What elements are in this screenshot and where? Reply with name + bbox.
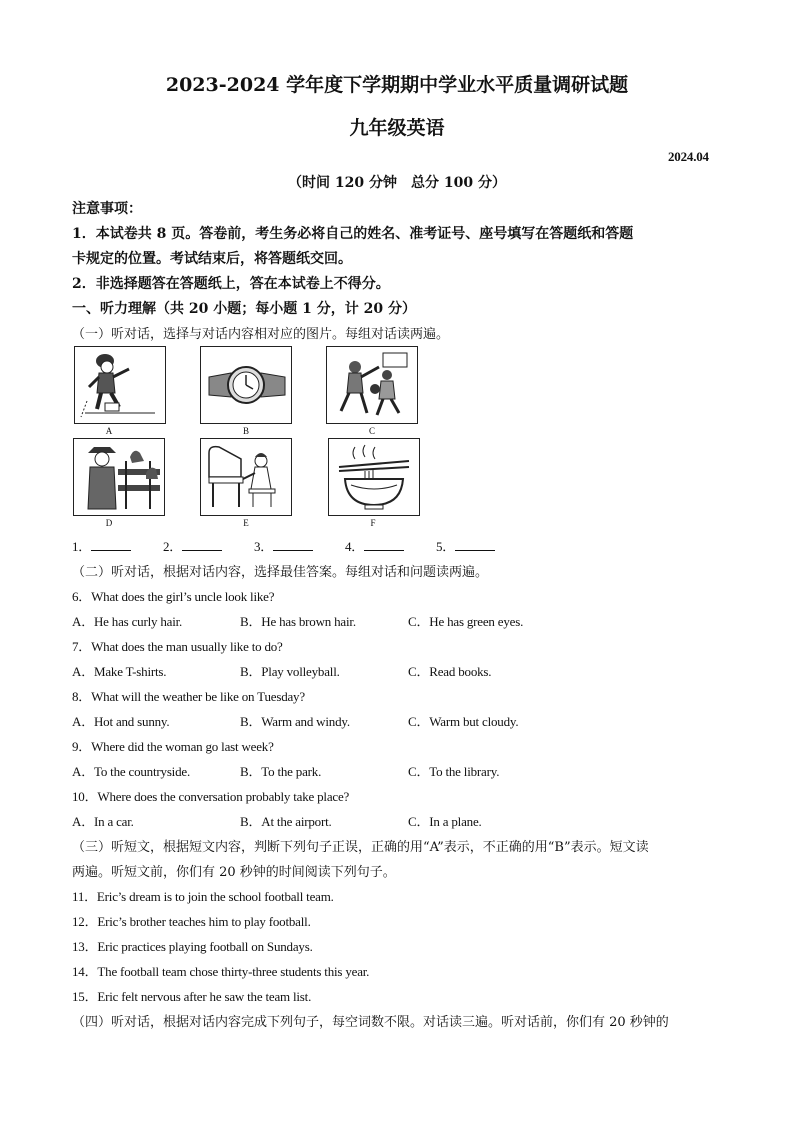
question-9-option-b: B．To the park. (240, 764, 322, 779)
picture-a-label: A (105, 426, 113, 436)
picture-b-label: B (242, 426, 249, 436)
part2-instructions: （二）听对话，根据对话内容，选择最佳答案。每组对话和问题读两遍。 (72, 565, 489, 580)
question-6: 6．What does the girl’s uncle look like? (72, 589, 275, 604)
question-10: 10．Where does the conversation probably take place? (72, 789, 350, 804)
answer-blank-2: 2． (163, 536, 222, 555)
section1-heading: 一、听力理解（共 20 小题；每小题 1 分，计 20 分） (72, 301, 416, 317)
picture-c (326, 346, 418, 424)
exam-date: 2024.04 (668, 149, 709, 164)
picture-a (74, 346, 166, 424)
girl-piano-icon (201, 439, 291, 515)
question-10-option-c: C．In a plane. (408, 814, 482, 829)
question-6-option-b: B．He has brown hair. (240, 614, 356, 629)
question-8-option-a: A．Hot and sunny. (72, 714, 170, 729)
answer-blank-5: 5． (436, 536, 495, 555)
notice-item-1-line-1: 1．本试卷共 8 页。答卷前，考生务必将自己的姓名、准考证号、座号填写在答题纸和答题 (72, 226, 634, 242)
picture-b (200, 346, 292, 424)
question-9-option-c: C．To the library. (408, 764, 500, 779)
picture-f-label: F (370, 518, 376, 528)
noodle-bowl-icon (329, 439, 419, 515)
part3-instructions-line-1: （三）听短文，根据短文内容，判断下列句子正误，正确的用“A”表示，不正确的用“B”表示。短文读 (72, 840, 649, 855)
question-6-option-c: C．He has green eyes. (408, 614, 524, 629)
part1-instructions: （一）听对话，选择与对话内容相对应的图片。每组对话读两遍。 (72, 327, 450, 342)
answer-blank-3: 3． (254, 536, 313, 555)
notice-heading: 注意事项： (72, 201, 142, 217)
part3-instructions-line-2: 两遍。听短文前，你们有 20 秒钟的时间阅读下列句子。 (72, 865, 396, 880)
question-7-option-b: B．Play volleyball. (240, 664, 340, 679)
statement-12: 12．Eric’s brother teaches him to play football. (72, 914, 311, 929)
statement-15: 15．Eric felt nervous after he saw the team list. (72, 989, 312, 1004)
exam-title: 2023-2024 学年度下学期期中学业水平质量调研试题 (165, 74, 629, 96)
farmer-chickens-icon (74, 439, 164, 515)
watch-icon (201, 347, 291, 423)
picture-d (73, 438, 165, 516)
question-8-option-c: C．Warm but cloudy. (408, 714, 519, 729)
notice-item-1-line-2: 卡规定的位置。考试结束后，将答题纸交回。 (72, 251, 352, 267)
picture-e-label: E (243, 518, 249, 528)
question-10-option-b: B．At the airport. (240, 814, 332, 829)
question-9: 9．Where did the woman go last week? (72, 739, 274, 754)
question-10-option-a: A．In a car. (72, 814, 134, 829)
picture-d-label: D (105, 518, 113, 528)
question-9-option-a: A．To the countryside. (72, 764, 191, 779)
part4-instructions: （四）听对话，根据对话内容完成下列句子，每空词数不限。对话读三遍。听对话前，你们有 20 秒钟的 (72, 1015, 669, 1030)
question-8: 8．What will the weather be like on Tuesday? (72, 689, 305, 704)
statement-11: 11．Eric’s dream is to join the school football team. (72, 889, 334, 904)
time-info: （时间 120 分钟 总分 100 分） (288, 175, 506, 191)
notice-item-2: 2．非选择题答在答题纸上，答在本试卷上不得分。 (72, 276, 390, 292)
picture-e (200, 438, 292, 516)
picture-c-label: C (368, 426, 375, 436)
question-8-option-b: B．Warm and windy. (240, 714, 350, 729)
person-jumping-icon (75, 347, 165, 423)
question-6-option-a: A．He has curly hair. (72, 614, 183, 629)
answer-blank-4: 4． (345, 536, 404, 555)
answer-blank-1: 1． (72, 536, 131, 555)
question-7: 7．What does the man usually like to do? (72, 639, 283, 654)
exam-subtitle: 九年级英语 (349, 117, 445, 139)
statement-14: 14．The football team chose thirty-three students this year. (72, 964, 370, 979)
picture-f (328, 438, 420, 516)
question-7-option-a: A．Make T-shirts. (72, 664, 167, 679)
question-7-option-c: C．Read books. (408, 664, 492, 679)
statement-13: 13．Eric practices playing football on Sundays. (72, 939, 313, 954)
basketball-players-icon (327, 347, 417, 423)
